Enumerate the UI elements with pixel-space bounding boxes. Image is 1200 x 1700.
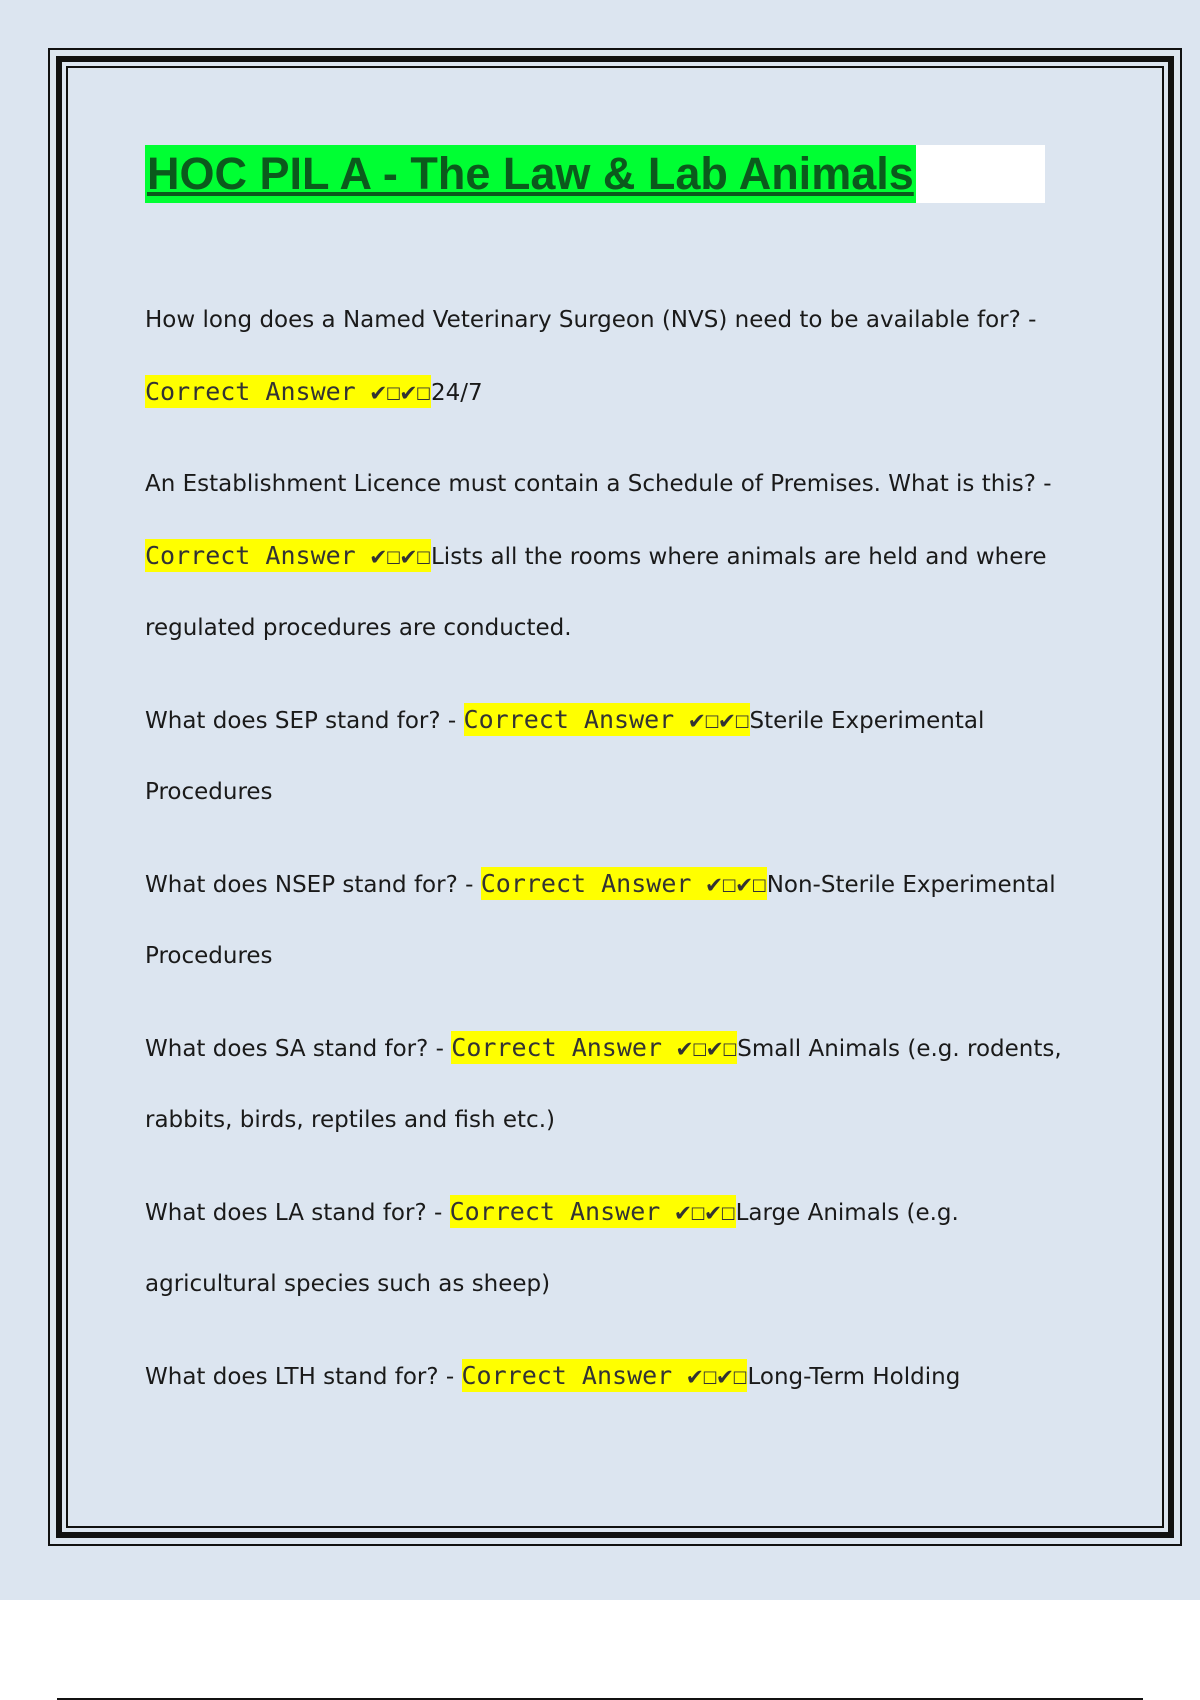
answer-text: Long-Term Holding (747, 1364, 961, 1390)
correct-answer-marker: Correct Answer ✔☐✔☐ (480, 869, 767, 898)
answer-text: Non-Sterile Experimental Procedures (145, 872, 1056, 969)
question-text: An Establishment Licence must contain a Schedule of Premises. What is this? - (145, 471, 1052, 497)
question-text: What does SA stand for? - (145, 1036, 452, 1062)
qa-item (145, 449, 1090, 664)
title-bar (145, 145, 1045, 203)
question-text: What does LTH stand for? - (145, 1364, 462, 1390)
document-title: HOC PIL A - The Law & Lab Animals (145, 145, 916, 203)
qa-item (145, 1012, 1090, 1156)
answer-text: Sterile Experimental Procedures (145, 708, 985, 805)
answer-text: Lists all the rooms where animals are held and where regulated procedures are conducted. (145, 544, 1047, 641)
answer-text: Small Animals (e.g. rodents, rabbits, birds, reptiles and fish etc.) (145, 1036, 1062, 1133)
qa-item (145, 684, 1090, 828)
qa-item (145, 1176, 1090, 1320)
correct-answer-marker: Correct Answer ✔☐✔☐ (461, 1361, 748, 1390)
question-text: What does NSEP stand for? - (145, 872, 481, 898)
correct-answer-marker: Correct Answer ✔☐✔☐ (463, 705, 750, 734)
correct-answer-marker: Correct Answer ✔☐✔☐ (145, 377, 431, 406)
question-text: What does LA stand for? - (145, 1200, 450, 1226)
question-text: How long does a Named Veterinary Surgeon (NVS) need to be available for? - (145, 307, 1037, 333)
qa-item (145, 848, 1090, 992)
document-content (145, 145, 1090, 1433)
qa-item (145, 1340, 1090, 1413)
answer-text: 24/7 (430, 380, 483, 406)
correct-answer-marker: Correct Answer ✔☐✔☐ (449, 1197, 736, 1226)
answer-text: Large Animals (e.g. agricultural species such as sheep) (145, 1200, 959, 1297)
question-text: What does SEP stand for? - (145, 708, 464, 734)
correct-answer-marker: Correct Answer ✔☐✔☐ (145, 541, 431, 570)
qa-item (145, 285, 1090, 429)
correct-answer-marker: Correct Answer ✔☐✔☐ (451, 1033, 738, 1062)
